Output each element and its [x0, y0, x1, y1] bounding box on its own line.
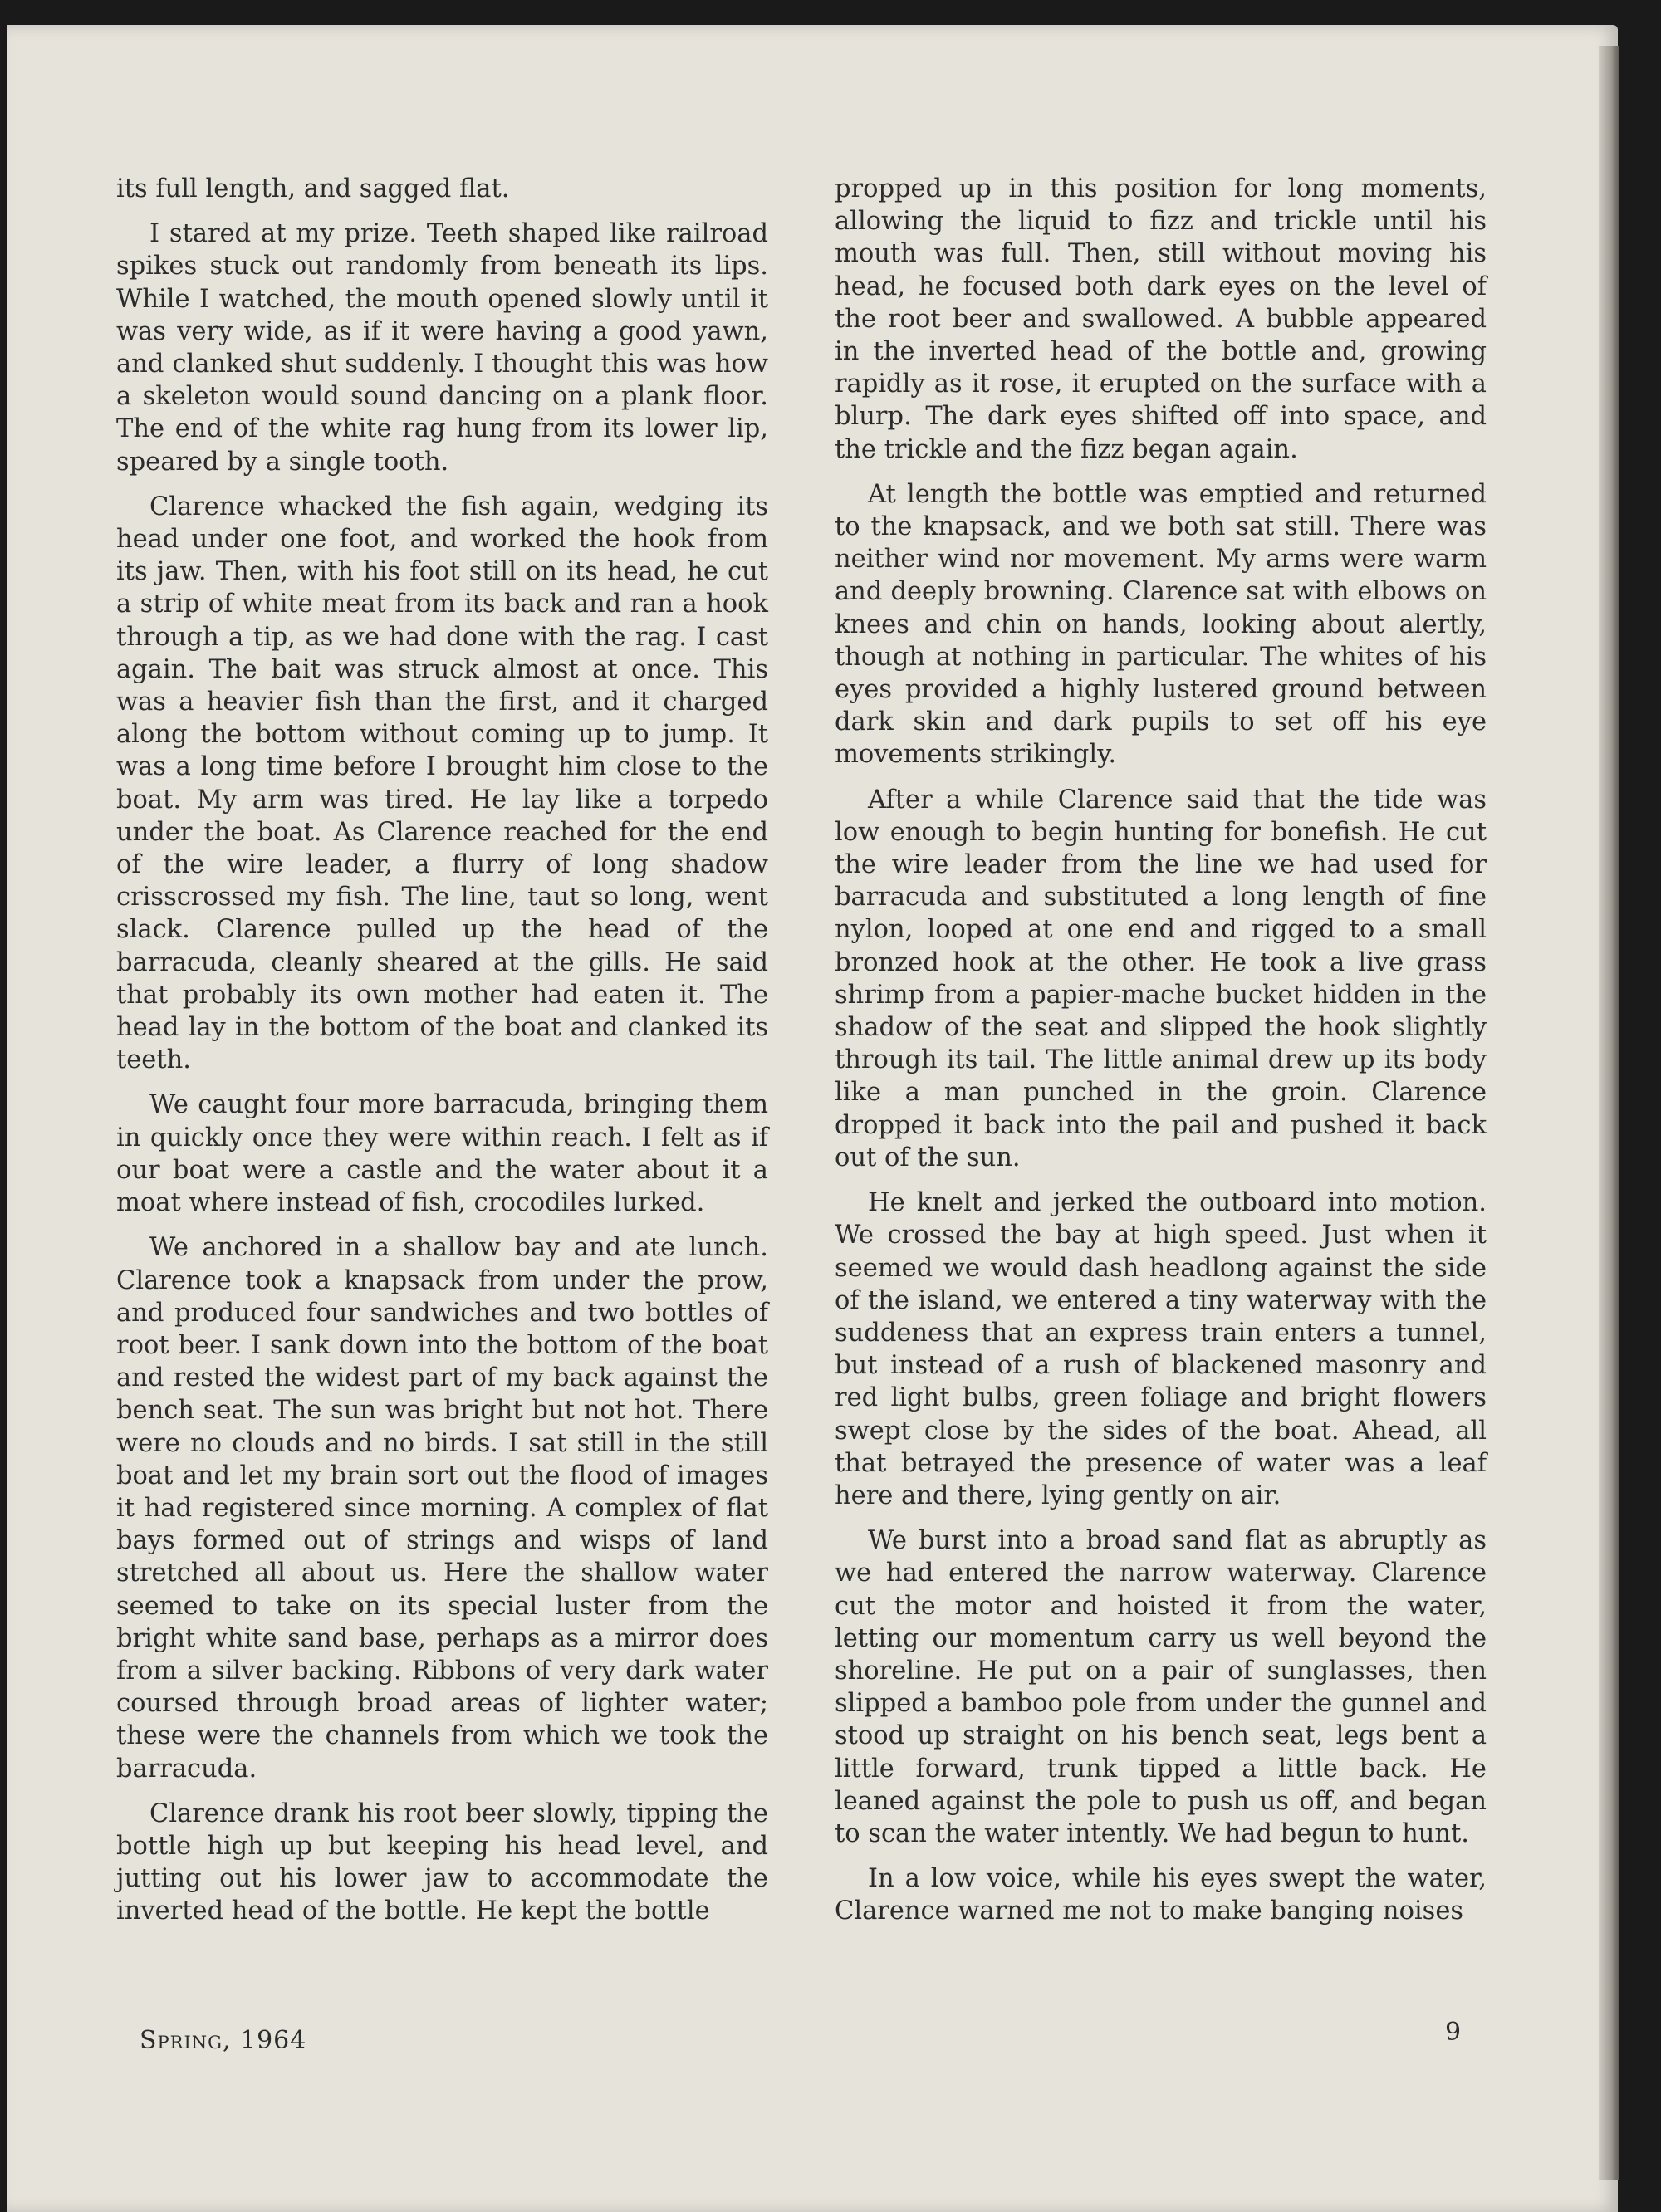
paragraph: After a while Clarence said that the tide was low enough to begin hunting for bonefish. He cut the wire leader from the line we had used for barracuda and substituted a long length of fine nylon, looped at one end and rigged to a small bronzed hook at the other. He took a live grass shrimp from a papier-mache bucket hidden in the shadow of the seat and slipped the hook slightly through its tail. The little animal drew up its body like a man punched in the groin. Clarence dropped it back into the pail and pushed it back out of the sun. — [835, 785, 1487, 1172]
paragraph: propped up in this position for long moments, allowing the liquid to fizz and trickle until his mouth was full. Then, still without moving his head, he focused both dark eyes on the level of the root beer and swallowed. A bubble appeared in the inverted head of the bottle and, growing rapidly as it rose, it erupted on the surface with a blurp. The dark eyes shifted off into space, and the trickle and the fizz began again. — [835, 174, 1487, 464]
paragraph: He knelt and jerked the outboard into motion. We crossed the bay at high speed. Just when it seemed we would dash headlong against the side of the island, we entered a tiny waterway with the suddeness that an express train enters a tunnel, but instead of a rush of blackened masonry and red light bulbs, green foliage and bright flowers swept close by the sides of the boat. Ahead, all that betrayed the presence of water was a leaf here and there, lying gently on air. — [835, 1188, 1487, 1510]
left-column — [116, 173, 768, 1940]
page-edge — [1599, 46, 1619, 2180]
paragraph: At length the bottle was emptied and returned to the knapsack, and we both sat still. There was neither wind nor movement. My arms were warm and deeply browning. Clarence sat with elbows on knees and chin on hands, looking about alertly, though at nothing in particular. The whites of his eyes provided a highly lustered ground between dark skin and dark pupils to set off his eye movements strikingly. — [835, 479, 1487, 770]
paragraph: We burst into a broad sand flat as abruptly as we had entered the narrow waterway. Clarence cut the motor and hoisted it from the water, letting our momentum carry us well beyond the shoreline. He put on a pair of sunglasses, then slipped a bamboo pole from under the gunnel and stood up straight on his bench seat, legs bent a little forward, trunk tipped a little back. He leaned against the pole to push us off, and began to scan the water intently. We had begun to hunt. — [835, 1526, 1487, 1848]
paragraph: I stared at my prize. Teeth shaped like railroad spikes stuck out randomly from beneath its lips. While I watched, the mouth opened slowly until it was very wide, as if it were having a good yawn, and clanked shut suddenly. I thought this was how a skeleton would sound dancing on a plank floor. The end of the white rag hung from its lower lip, speared by a single tooth. — [116, 219, 768, 477]
page-number: 9 — [1445, 2018, 1462, 2047]
paragraph: We anchored in a shallow bay and ate lunch. Clarence took a knapsack from under the prow, and produced four sandwiches and two bottles of root beer. I sank down into the bottom of the boat and rested the widest part of my back against the bench seat. The sun was bright but not hot. There were no clouds and no birds. I sat still in the still boat and let my brain sort out the flood of images it had registered since morning. A complex of flat bays formed out of strings and wisps of land stretched all about us. Here the shallow water seemed to take on its special luster from the bright white sand base, perhaps as a mirror does from a silver backing. Ribbons of very dark water coursed through broad areas of lighter water; these were the channels from which we took the barracuda. — [116, 1233, 768, 1784]
paragraph: We caught four more barracuda, bringing them in quickly once they were within reach. I felt as if our boat were a castle and the water about it a moat where instead of fish, crocodiles lurked. — [116, 1090, 768, 1218]
paragraph: Clarence drank his root beer slowly, tipping the bottle high up but keeping his head level, and jutting out his lower jaw to accommodate the inverted head of the bottle. He kept the bottle — [116, 1798, 768, 1926]
paragraph: In a low voice, while his eyes swept the water, Clarence warned me not to make banging noises — [835, 1864, 1487, 1926]
footer-issue: Spring, 1964 — [140, 2026, 307, 2055]
paragraph: its full length, and sagged flat. — [116, 174, 510, 203]
right-column — [835, 173, 1487, 1940]
paragraph: Clarence whacked the fish again, wedging its head under one foot, and worked the hook from its jaw. Then, with his foot still on its head, he cut a strip of white meat from its back and ran a hook through a tip, as we had done with the rag. I cast again. The bait was struck almost at once. This was a heavier fish than the first, and it charged along the bottom without coming up to jump. It was a long time before I brought him close to the boat. My arm was tired. He lay like a torpedo under the boat. As Clarence reached for the end of the wire leader, a flurry of long shadow crisscrossed my fish. The line, taut so long, went slack. Clarence pulled up the head of the barracuda, cleanly sheared at the gills. He said that probably its own mother had eaten it. The head lay in the bottom of the boat and clanked its teeth. — [116, 492, 768, 1075]
